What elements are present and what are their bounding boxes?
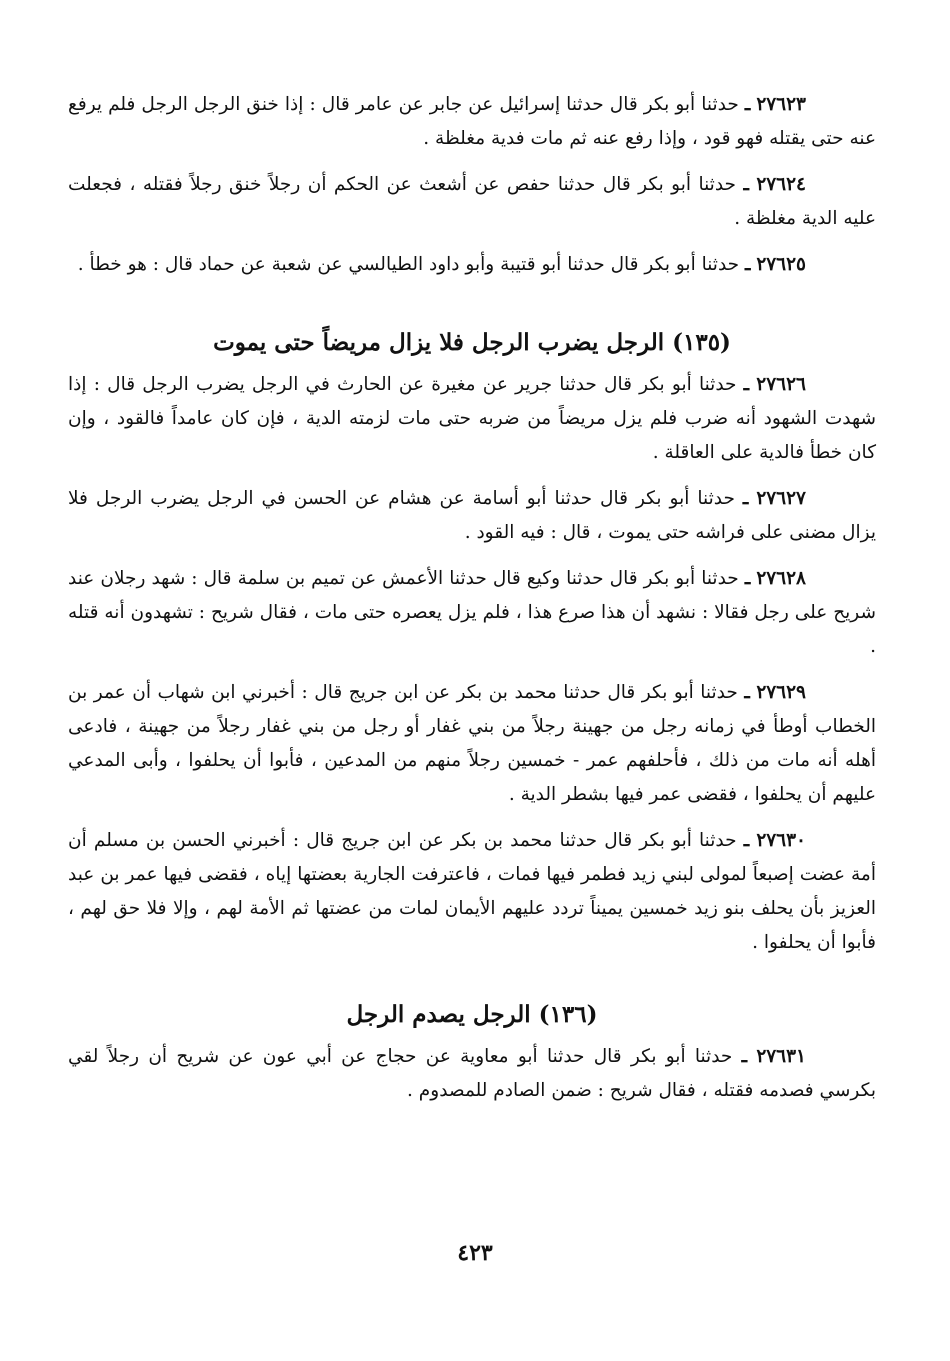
hadith-number: ٢٧٦٢٧	[756, 488, 806, 509]
page-body	[68, 88, 876, 1120]
hadith-paragraph-27625	[68, 248, 876, 282]
hadith-text: حدثنا أبو بكر قال حدثنا محمد بن بكر عن ابن جريج قال : أخبرني ابن شهاب أن عمر بن الخطاب أوطأ في زمانه رجل من جهينة رجلاً من بني غفار أو رجل من بني غفار رجلاً من جهينة ، فادعى أهله أنه مات من ذلك ، فأحلفهم عمر - خمسين رجلاً منهم من المدعين ، فأبوا أن يحلفوا ، وأبى المدعي عليهم أن يحلفوا ، فقضى عمر فيها بشطر الدية .	[68, 682, 876, 805]
hadith-dash: ـ	[744, 568, 751, 589]
hadith-paragraph-27627	[68, 482, 876, 550]
hadith-text: حدثنا أبو بكر قال حدثنا إسرائيل عن جابر عن عامر قال : إذا خنق الرجل الرجل فلم يرفع عنه حتى يقتله فهو قود ، وإذا رفع عنه ثم مات فدية مغلظة .	[68, 94, 876, 149]
hadith-dash: ـ	[743, 174, 749, 195]
hadith-text: حدثنا أبو بكر قال حدثنا جرير عن مغيرة عن الحارث في الرجل يضرب الرجل قال : إذا شهدت الشهود أنه ضرب فلم يزل مريضاً من ضربه حتى مات لزمته الدية ، فإن كان عامداً فالقود ، وإن كان خطأ فالدية على العاقلة .	[68, 374, 876, 463]
hadith-paragraph-27624	[68, 168, 876, 236]
hadith-paragraph-27629	[68, 676, 876, 812]
hadith-text: حدثنا أبو بكر قال حدثنا أبو أسامة عن هشام عن الحسن في الرجل يضرب الرجل فلا يزال مضنى على فراشه حتى يموت ، قال : فيه القود .	[68, 488, 876, 543]
hadith-paragraph-27628	[68, 562, 876, 664]
hadith-dash: ـ	[742, 488, 749, 509]
hadith-paragraph-27626	[68, 368, 876, 470]
chapter-heading-135: (١٣٥) الرجل يضرب الرجل فلا يزال مريضاً حتى يموت	[213, 329, 731, 356]
hadith-dash: ـ	[745, 254, 751, 275]
hadith-text: حدثنا أبو بكر قال حدثنا أبو قتيبة وأبو داود الطيالسي عن شعبة عن حماد قال : هو خطأ .	[77, 254, 740, 275]
page-number: ٤٢٣	[457, 1240, 493, 1266]
hadith-number: ٢٧٦٢٨	[756, 568, 806, 589]
chapter-heading-136: (١٣٦) الرجل يصدم الرجل	[346, 1001, 598, 1028]
hadith-text: حدثنا أبو بكر قال حدثنا محمد بن بكر عن ابن جريج قال : أخبرني الحسن بن مسلم أن أمة عضت إصبعاً لمولى لبني زيد فطمر فيها فمات ، فاعترفت الجارية بعضتها إياه ، فقضى فيها عمر بن عبد العزيز بأن يحلف بنو زيد خمسين يميناً تردد عليهم الأيمان لمات من عضتها ثم الأمة لهم ، وإلا فلا حق لهم ، فأبوا أن يحلفوا .	[68, 830, 876, 953]
hadith-paragraph-27630	[68, 824, 876, 960]
hadith-number: ٢٧٦٣١	[756, 1046, 806, 1067]
hadith-number: ٢٧٦٢٣	[756, 94, 806, 115]
hadith-dash: ـ	[743, 374, 750, 395]
hadith-number: ٢٧٦٢٦	[756, 374, 806, 395]
hadith-text: حدثنا أبو بكر قال حدثنا حفص عن أشعث عن الحكم أن رجلاً خنق رجلاً فقتله ، فجعلت عليه الدية مغلظة .	[68, 174, 876, 229]
hadith-paragraph-27631	[68, 1040, 876, 1108]
hadith-text: حدثنا أبو بكر قال حدثنا وكيع قال حدثنا الأعمش عن تميم بن سلمة قال : شهد رجلان عند شريح على رجل فقالا : نشهد أن هذا صرع هذا ، فلم يزل يعصره حتى مات ، فقال شريح : تشهدون أنه قتله .	[68, 568, 876, 657]
hadith-number: ٢٧٦٢٩	[756, 682, 806, 703]
hadith-paragraph-27623	[68, 88, 876, 156]
hadith-number: ٢٧٦٢٤	[756, 174, 806, 195]
hadith-number: ٢٧٦٢٥	[756, 254, 806, 275]
hadith-dash: ـ	[744, 94, 751, 115]
hadith-dash: ـ	[741, 1046, 748, 1067]
hadith-dash: ـ	[744, 682, 750, 703]
hadith-text: حدثنا أبو بكر قال حدثنا أبو معاوية عن حجاج عن أبي عون عن شريح أن رجلاً لقي بكرسي فصدمه فقتله ، فقال شريح : ضمن الصادم للمصدوم .	[68, 1046, 876, 1101]
hadith-number: ٢٧٦٣٠	[756, 830, 806, 851]
hadith-dash: ـ	[743, 830, 750, 851]
